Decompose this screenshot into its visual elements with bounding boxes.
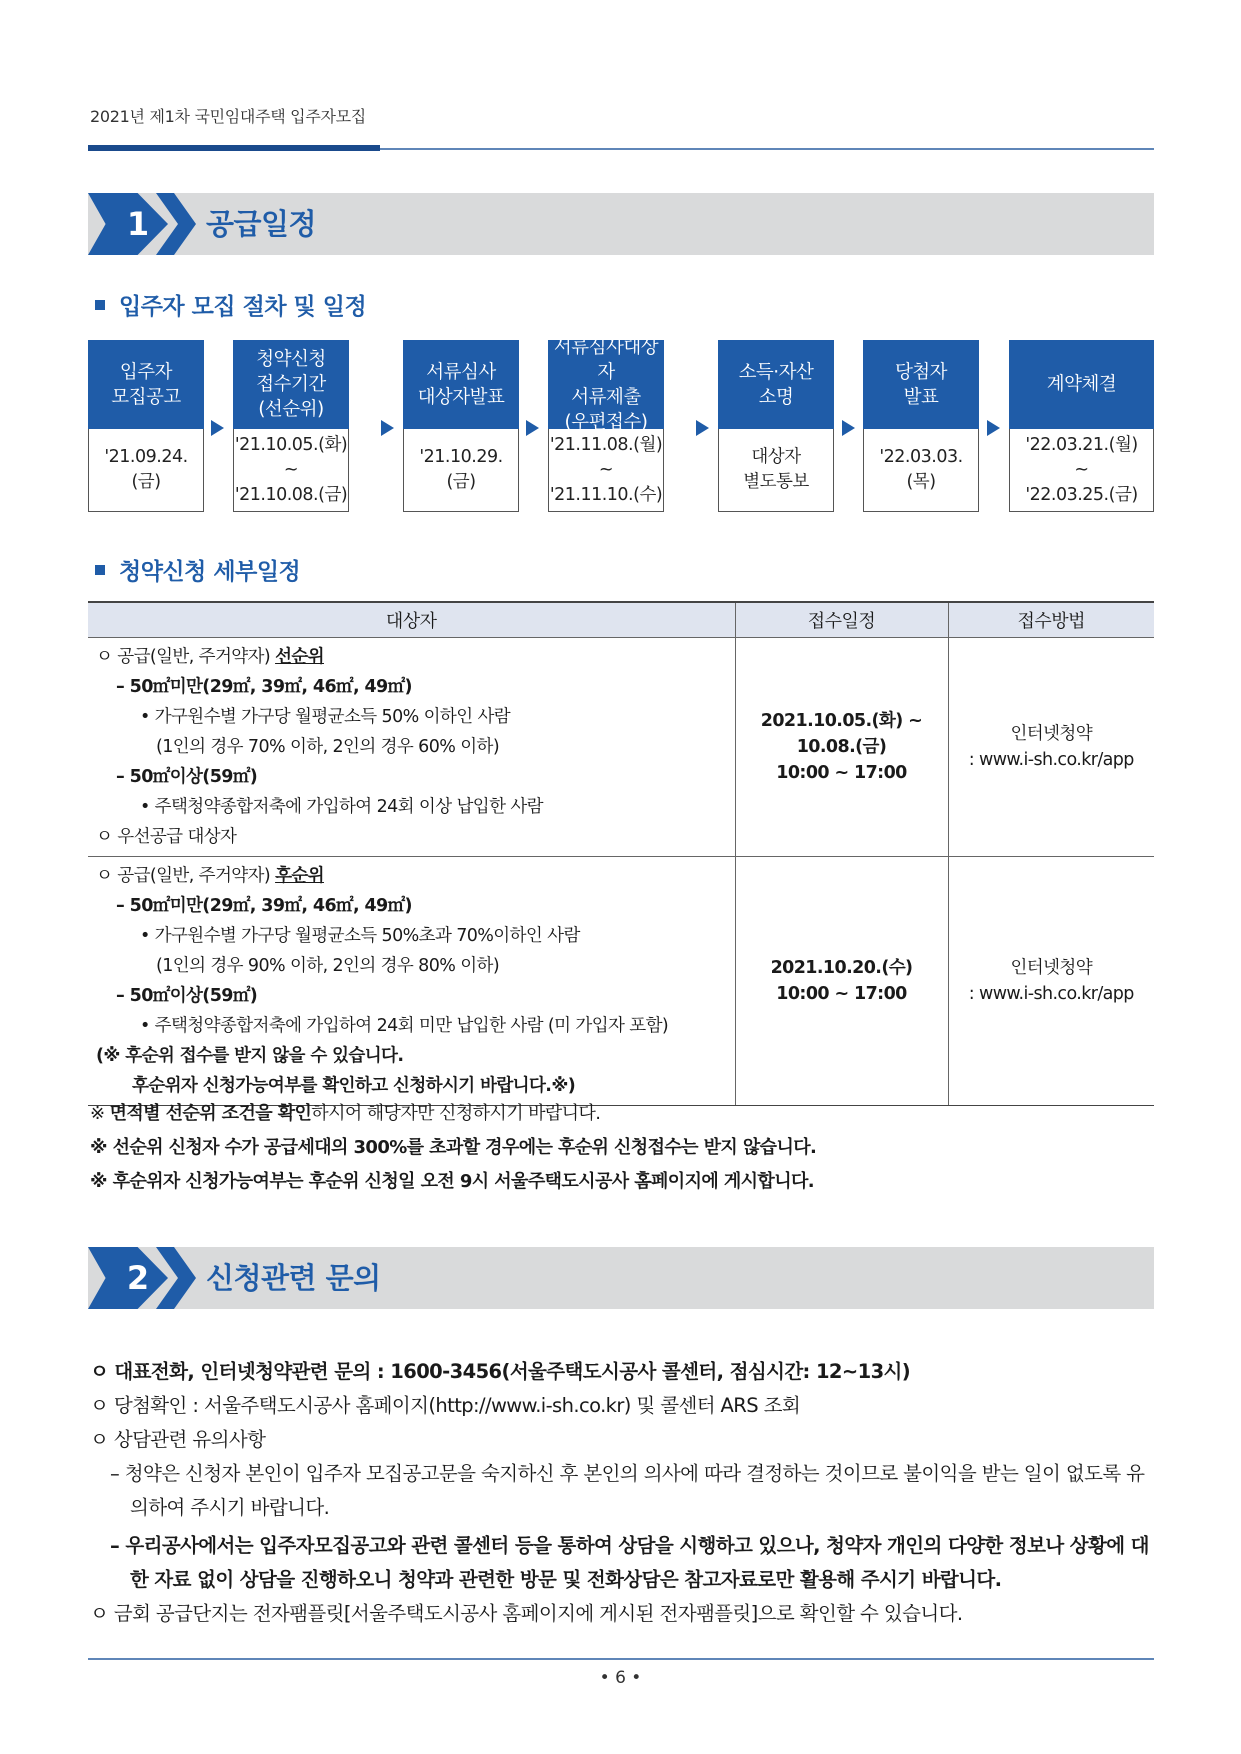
target-line: • 가구원수별 가구당 월평균소득 50% 이하인 사람 — [140, 707, 511, 727]
table-header-row — [88, 602, 1154, 638]
arrow-right-icon — [987, 420, 1000, 436]
step-title: 서류심사대상자 서류제출 (우편접수) — [548, 340, 664, 429]
column-header: 접수방법 — [948, 602, 1154, 638]
date-cell: 2021.10.05.(화) ~ 10.08.(금) 10:00 ~ 17:00 — [735, 638, 948, 857]
target-line: (※ 후순위 접수를 받지 않을 수 있습니다. — [96, 1046, 404, 1066]
inquiry-subitem: – 청약은 신청자 본인이 입주자 모집공고문을 숙지하신 후 본인의 의사에 따라 결정하는 것이므로 불이익을 받는 일이 없도록 유의하여 주시기 바랍니다. — [110, 1462, 1145, 1519]
table-row — [88, 857, 1154, 1106]
note-2: ※ 선순위 신청자 수가 공급세대의 300%를 초과할 경우에는 후순위 신청접수는 받지 않습니다. — [90, 1137, 817, 1158]
inquiry-item: ㅇ 당첨확인 : 서울주택도시공사 홈페이지(http://www.i-sh.co.kr) 및 콜센터 ARS 조회 — [90, 1394, 801, 1417]
target-line: – 50㎡이상(59㎡) — [116, 767, 258, 787]
step-date: '21.09.24. (금) — [88, 429, 204, 512]
inquiry-subitem: – 우리공사에서는 입주자모집공고와 관련 콜센터 등을 통하여 상담을 시행하고 있으나, 청약자 개인의 다양한 정보나 상황에 대한 자료 없이 상담을 진행하오니 청약과 관련한 방문 및 전화상담은 참고자료로만 활용해 주시기 바랍니다. — [110, 1534, 1149, 1591]
header-rule-accent — [88, 145, 380, 151]
section-1-band — [88, 193, 1154, 255]
step-date: '21.10.05.(화) ~ '21.10.08.(금) — [233, 429, 349, 512]
target-line: – 50㎡미만(29㎡, 39㎡, 46㎡, 49㎡) — [116, 896, 412, 916]
step-date: '21.11.08.(월) ~ '21.11.10.(수) — [548, 429, 664, 512]
target-line: • 가구원수별 가구당 월평균소득 50%초과 70%이하인 사람 — [140, 926, 580, 946]
step-title: 당첨자 발표 — [863, 340, 979, 429]
step-7 — [1009, 340, 1154, 512]
date-cell: 2021.10.20.(수) 10:00 ~ 17:00 — [735, 857, 948, 1106]
note-3: ※ 후순위자 신청가능여부는 후순위 신청일 오전 9시 서울주택도시공사 홈페이지에 게시합니다. — [90, 1171, 815, 1192]
step-title: 소득·자산 소명 — [718, 340, 834, 429]
step-date: '22.03.21.(월) ~ '22.03.25.(금) — [1009, 429, 1154, 512]
step-date: '21.10.29. (금) — [403, 429, 519, 512]
step-5 — [718, 340, 834, 512]
arrow-right-icon — [381, 420, 394, 436]
step-title: 계약체결 — [1009, 340, 1154, 429]
target-line: (1인의 경우 90% 이하, 2인의 경우 80% 이하) — [156, 956, 500, 976]
target-line: • 주택청약종합저축에 가입하여 24회 미만 납입한 사람 (미 가입자 포함) — [140, 1016, 669, 1036]
arrow-right-icon — [526, 420, 539, 436]
table-row — [88, 638, 1154, 857]
target-cell — [88, 638, 735, 857]
inquiry-item: ㅇ 상담관련 유의사항 — [90, 1428, 266, 1451]
target-line: – 50㎡이상(59㎡) — [116, 986, 258, 1006]
step-title: 입주자 모집공고 — [88, 340, 204, 429]
step-date: 대상자 별도통보 — [718, 429, 834, 512]
step-title: 서류심사 대상자발표 — [403, 340, 519, 429]
column-header: 접수일정 — [735, 602, 948, 638]
column-header: 대상자 — [88, 602, 735, 638]
step-1 — [88, 340, 204, 512]
step-2 — [233, 340, 349, 512]
notes — [90, 1097, 816, 1199]
schedule-table — [88, 601, 1154, 1106]
arrow-right-icon — [842, 420, 855, 436]
section-number: 2 — [126, 1259, 150, 1297]
section-title: 신청관련 문의 — [206, 1261, 381, 1295]
target-line: ㅇ 공급(일반, 주거약자) 후순위 — [96, 866, 324, 886]
running-header: 2021년 제1차 국민임대주택 입주자모집 — [90, 107, 366, 126]
target-line: • 주택청약종합저축에 가입하여 24회 이상 납입한 사람 — [140, 797, 543, 817]
target-line: – 50㎡미만(29㎡, 39㎡, 46㎡, 49㎡) — [116, 677, 412, 697]
step-4 — [548, 336, 664, 512]
step-title: 청약신청 접수기간 (선순위) — [233, 340, 349, 429]
procedure-heading: 입주자 모집 절차 및 일정 — [95, 288, 366, 321]
target-line: (1인의 경우 70% 이하, 2인의 경우 60% 이하) — [156, 737, 500, 757]
detail-heading: 청약신청 세부일정 — [95, 553, 300, 586]
step-6 — [863, 340, 979, 512]
section-title: 공급일정 — [206, 207, 317, 241]
page-number: • 6 • — [599, 1668, 642, 1688]
inquiry-list — [90, 1355, 1154, 1631]
method-cell: 인터넷청약 : www.i-sh.co.kr/app — [948, 857, 1154, 1106]
target-line: ㅇ 공급(일반, 주거약자) 선순위 — [96, 647, 324, 667]
footer-rule — [88, 1658, 1154, 1660]
step-date: '22.03.03. (목) — [863, 429, 979, 512]
step-3 — [403, 340, 519, 512]
target-cell — [88, 857, 735, 1106]
square-bullet-icon — [95, 565, 105, 575]
inquiry-item: ㅇ 대표전화, 인터넷청약관련 문의 : 1600-3456(서울주택도시공사 콜센터, 점심시간: 12~13시) — [90, 1360, 911, 1383]
arrow-right-icon — [211, 420, 224, 436]
inquiry-item: ㅇ 금회 공급단지는 전자팸플릿[서울주택도시공사 홈페이지에 게시된 전자팸플릿]으로 확인할 수 있습니다. — [90, 1602, 963, 1625]
arrow-right-icon — [696, 420, 709, 436]
section-number: 1 — [126, 205, 150, 243]
method-cell: 인터넷청약 : www.i-sh.co.kr/app — [948, 638, 1154, 857]
target-line: 후순위자 신청가능여부를 확인하고 신청하시기 바랍니다.※) — [132, 1076, 576, 1096]
target-line: ㅇ 우선공급 대상자 — [96, 827, 237, 847]
note-1: ※ 면적별 선순위 조건을 확인하시어 해당자만 신청하시기 바랍니다. — [90, 1103, 601, 1124]
section-2-band — [88, 1247, 1154, 1309]
square-bullet-icon — [95, 300, 105, 310]
